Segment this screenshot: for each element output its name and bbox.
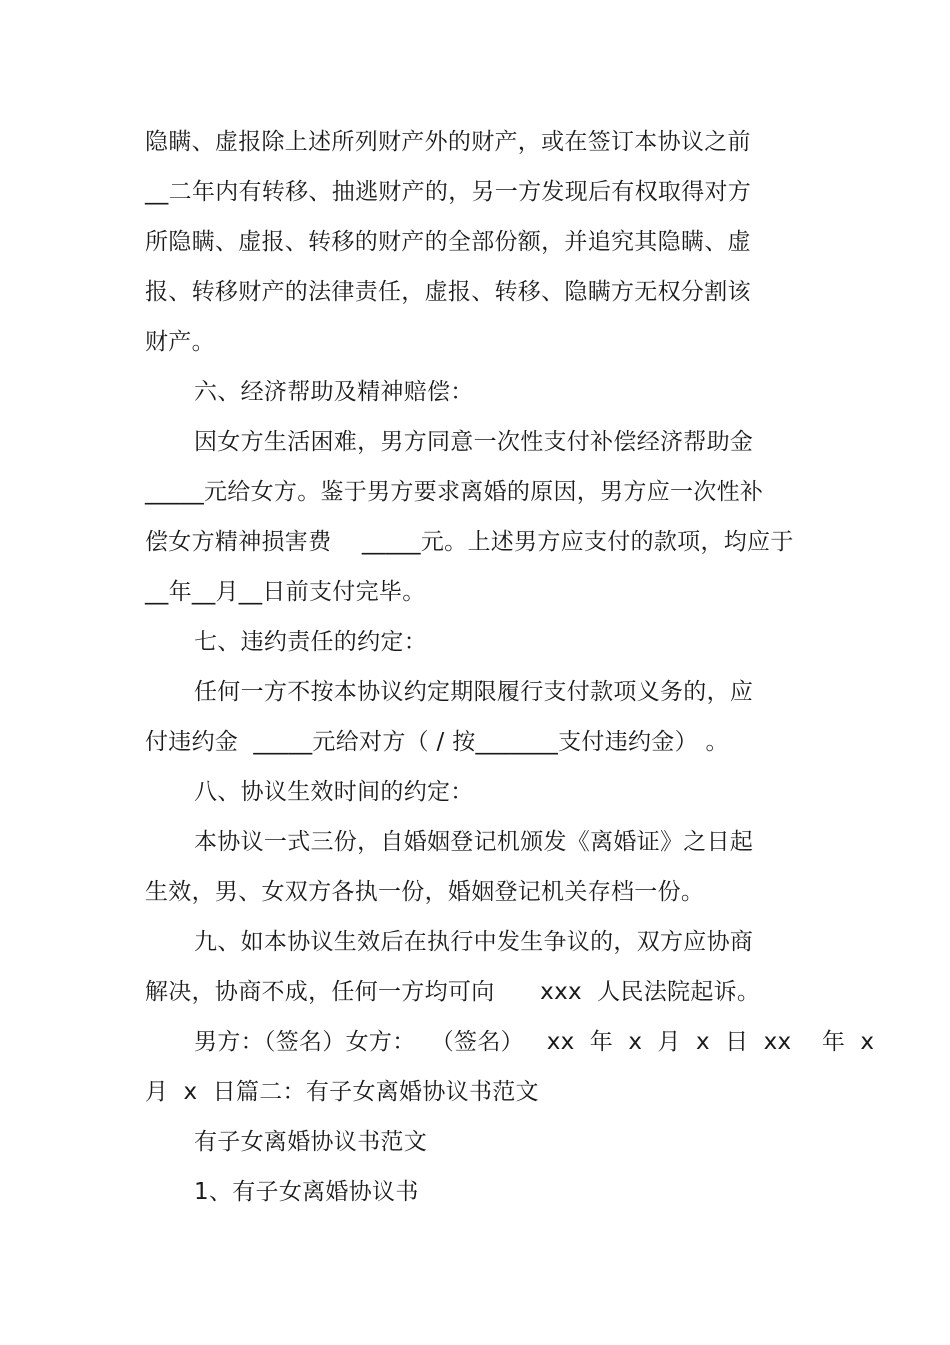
body-line: 因女方生活困难，男方同意一次性支付补偿经济帮助金 <box>194 429 754 455</box>
body-line: _____元给女方。鉴于男方要求离婚的原因，男方应一次性补 <box>145 479 764 505</box>
article-subtitle: 1、有子女离婚协议书 <box>194 1179 419 1205</box>
body-line: 所隐瞒、虚报、转移的财产的全部份额，并追究其隐瞒、虚 <box>145 229 751 255</box>
body-line: 生效，男、女双方各执一份，婚姻登记机关存档一份。 <box>145 879 705 905</box>
body-line: 本协议一式三份，自婚姻登记机颁发《离婚证》之日起 <box>194 829 754 855</box>
article-title: 有子女离婚协议书范文 <box>194 1129 427 1155</box>
body-line: __二年内有转移、抽逃财产的，另一方发现后有权取得对方 <box>145 179 752 205</box>
section-heading-8: 八、协议生效时间的约定： <box>194 779 474 805</box>
section-heading-9: 九、如本协议生效后在执行中发生争议的，双方应协商 <box>194 929 754 955</box>
body-line: 偿女方精神损害费 _____元。上述男方应支付的款项，均应于 <box>145 529 794 555</box>
body-line: 任何一方不按本协议约定期限履行支付款项义务的，应 <box>194 679 754 705</box>
body-line: 隐瞒、虚报除上述所列财产外的财产，或在签订本协议之前 <box>145 129 751 155</box>
body-line: 解决，协商不成，任何一方均可向 xxx 人民法院起诉。 <box>145 979 761 1005</box>
body-line: 付违约金 _____元给对方（ / 按_______支付违约金） 。 <box>145 729 729 755</box>
body-line: __年__月__日前支付完毕。 <box>145 579 426 605</box>
body-line: 月 x 日篇二：有子女离婚协议书范文 <box>145 1079 539 1105</box>
section-heading-7: 七、违约责任的约定： <box>194 629 427 655</box>
signature-line: 男方：（签名）女方： （签名） xx 年 x 月 x 日 xx 年 x <box>194 1029 875 1055</box>
body-line: 报、转移财产的法律责任，虚报、转移、隐瞒方无权分割该 <box>145 279 751 305</box>
body-line: 财产。 <box>145 329 215 355</box>
section-heading-6: 六、经济帮助及精神赔偿： <box>194 379 474 405</box>
